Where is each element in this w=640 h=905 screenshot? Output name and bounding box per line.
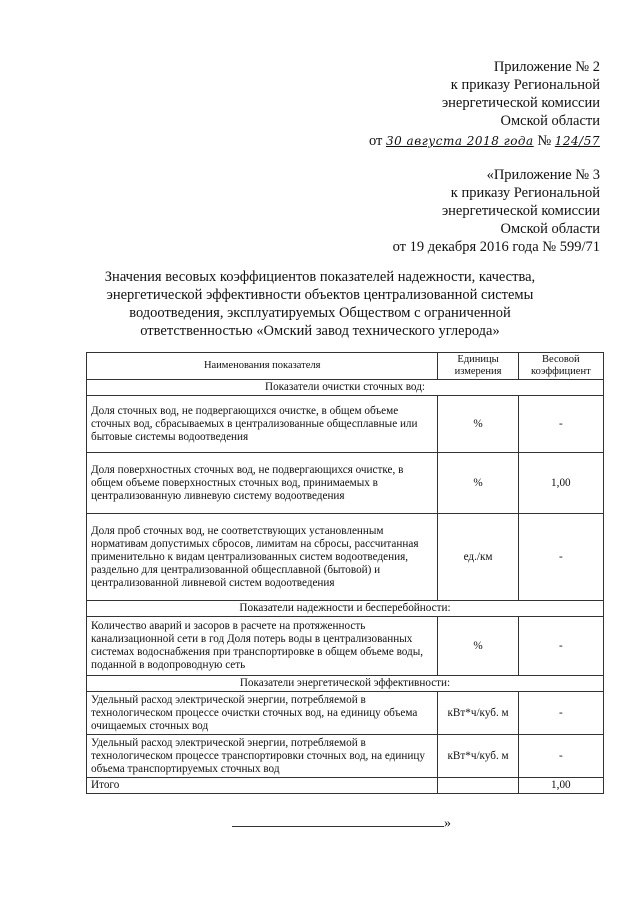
table-row — [87, 617, 604, 676]
row-coef: - — [518, 692, 603, 735]
row-unit: % — [438, 453, 518, 514]
section-row — [87, 601, 604, 617]
header-line: энергетической комиссии — [441, 203, 600, 219]
table-row — [87, 735, 604, 778]
row-name: Количество аварий и засоров в расчете на протяженность канализационной сети в год Доля потерь воды в централизованных системах водоснабжения при транспортировке в общем объеме воды, поданной в водопроводную сеть — [87, 617, 438, 676]
row-unit: ед./км — [438, 514, 518, 601]
closing-quote: » — [444, 816, 451, 831]
row-name: Доля проб сточных вод, не соответствующих установленным нормативам допустимых сбросов, лимитам на сбросы, рассчитанная применительно к видам централизованных систем водоотведения, раздельно для централизованной общесплавной (бытовой) и централизованной ливневой систем водоотведения — [87, 514, 438, 601]
total-unit — [438, 778, 518, 794]
row-unit: кВт*ч/куб. м — [438, 692, 518, 735]
row-name: Доля сточных вод, не подвергающихся очистке, в общем объеме сточных вод, сбрасываемых в централизованные общесплавные или бытовые системы водоотведения — [87, 396, 438, 453]
header-line: энергетической комиссии — [441, 95, 600, 111]
row-name: Доля поверхностных сточных вод, не подвергающихся очистке, в общем объеме поверхностных сточных вод, принимаемых в централизованную ливневую систему водоотведения — [87, 453, 438, 514]
header-name: Наименования показателя — [87, 353, 438, 380]
header-line: Приложение № 2 — [493, 59, 600, 75]
table-row — [87, 514, 604, 601]
header-line: к приказу Региональной — [450, 77, 600, 93]
total-row — [87, 778, 604, 794]
header-date-line — [369, 132, 600, 150]
section-row — [87, 676, 604, 692]
row-name: Удельный расход электрической энергии, потребляемой в технологическом процессе очистки сточных вод, на единицу объема очищаемых сточных вод — [87, 692, 438, 735]
document-title: Значения весовых коэффициентов показателей надежности, качества, энергетической эффективности объектов централизованной системы водоотведения, эксплуатируемых Обществом с ограниченной ответственностью «Омский завод технического углерода» — [104, 269, 536, 339]
header-coef: Весовой коэффициент — [518, 353, 603, 380]
header-line: Омской области — [500, 113, 600, 129]
section-title: Показатели энергетической эффективности: — [87, 676, 604, 692]
footer-rule — [232, 816, 444, 827]
row-coef: - — [518, 514, 603, 601]
table-row — [87, 692, 604, 735]
handwritten-date: 30 августа 2018 года — [385, 134, 534, 148]
header-line: «Приложение № 3 — [486, 167, 600, 183]
table-row — [87, 396, 604, 453]
row-coef: 1,00 — [518, 453, 603, 514]
total-name: Итого — [87, 778, 438, 794]
section-title: Показатели надежности и бесперебойности: — [87, 601, 604, 617]
row-name: Удельный расход электрической энергии, потребляемой в технологическом процессе транспортировки сточных вод, на единицу объема транспортируемых сточных вод — [87, 735, 438, 778]
row-coef: - — [518, 617, 603, 676]
header-line: к приказу Региональной — [450, 185, 600, 201]
row-unit: % — [438, 617, 518, 676]
header-line: Омской области — [500, 221, 600, 237]
row-coef: - — [518, 396, 603, 453]
number-label: № — [537, 133, 552, 149]
header-order-reference — [369, 58, 600, 150]
coefficients-table — [86, 352, 604, 794]
table-row — [87, 453, 604, 514]
row-unit: % — [438, 396, 518, 453]
from-label: от — [368, 133, 383, 149]
header-amended-appendix — [393, 166, 600, 256]
handwritten-number: 124/57 — [554, 134, 600, 148]
section-title: Показатели очистки сточных вод: — [87, 380, 604, 396]
row-unit: кВт*ч/куб. м — [438, 735, 518, 778]
header-line: от 19 декабря 2016 года № 599/71 — [392, 239, 600, 255]
section-row — [87, 380, 604, 396]
row-coef: - — [518, 735, 603, 778]
table-header-row — [87, 353, 604, 380]
total-coef: 1,00 — [518, 778, 603, 794]
header-unit: Единицы измерения — [438, 353, 518, 380]
